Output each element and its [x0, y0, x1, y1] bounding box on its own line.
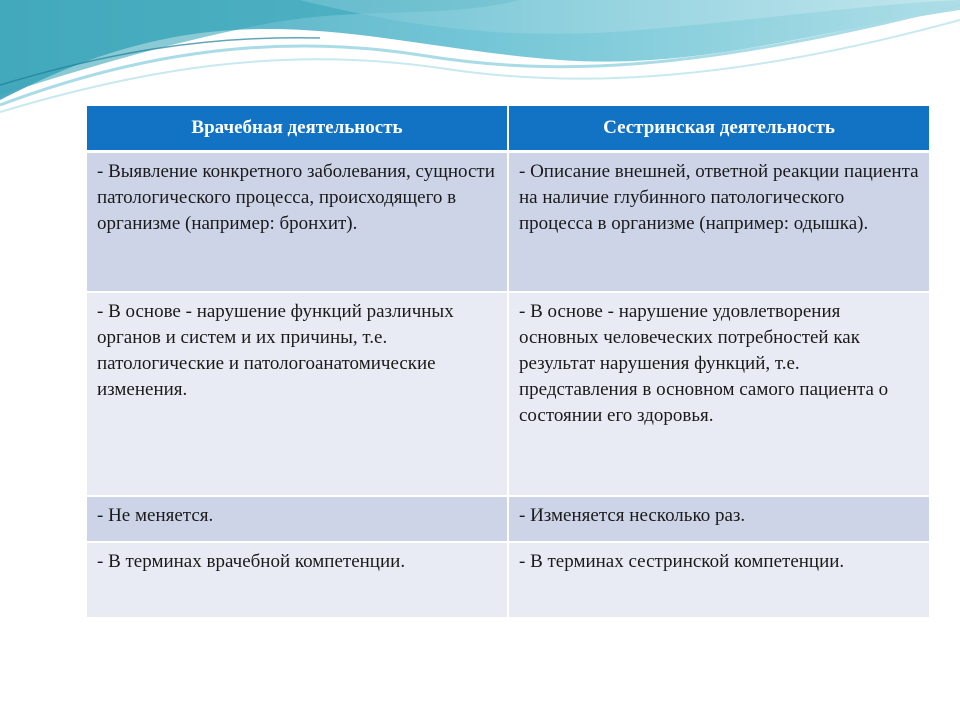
header-physician-activity: Врачебная деятельность — [87, 106, 508, 152]
table-row — [87, 152, 929, 293]
comparison-table — [87, 106, 929, 619]
table-cell: - В терминах врачебной компетенции. — [87, 542, 508, 618]
table-cell: - Изменяется несколько раз. — [508, 496, 929, 542]
table-cell: - В основе - нарушение функций различных органов и систем и их причины, т.е. патологические и патологоанатомические изменения. — [87, 292, 508, 496]
table-row — [87, 542, 929, 618]
header-nursing-activity: Сестринская деятельность — [508, 106, 929, 152]
table-row — [87, 292, 929, 496]
table-row — [87, 496, 929, 542]
table-cell: - Выявление конкретного заболевания, сущности патологического процесса, происходящего в организме (например: бронхит). — [87, 152, 508, 293]
table-cell: - В терминах сестринской компетенции. — [508, 542, 929, 618]
table-cell: - В основе - нарушение удовлетворения основных человеческих потребностей как результат нарушения функций, т.е. представления в основном самого пациента о состоянии его здоровья. — [508, 292, 929, 496]
table-cell: - Описание внешней, ответной реакции пациента на наличие глубинного патологического процесса в организме (например: одышка). — [508, 152, 929, 293]
table-header-row — [87, 106, 929, 152]
table-cell: - Не меняется. — [87, 496, 508, 542]
wave-decoration — [0, 0, 960, 120]
